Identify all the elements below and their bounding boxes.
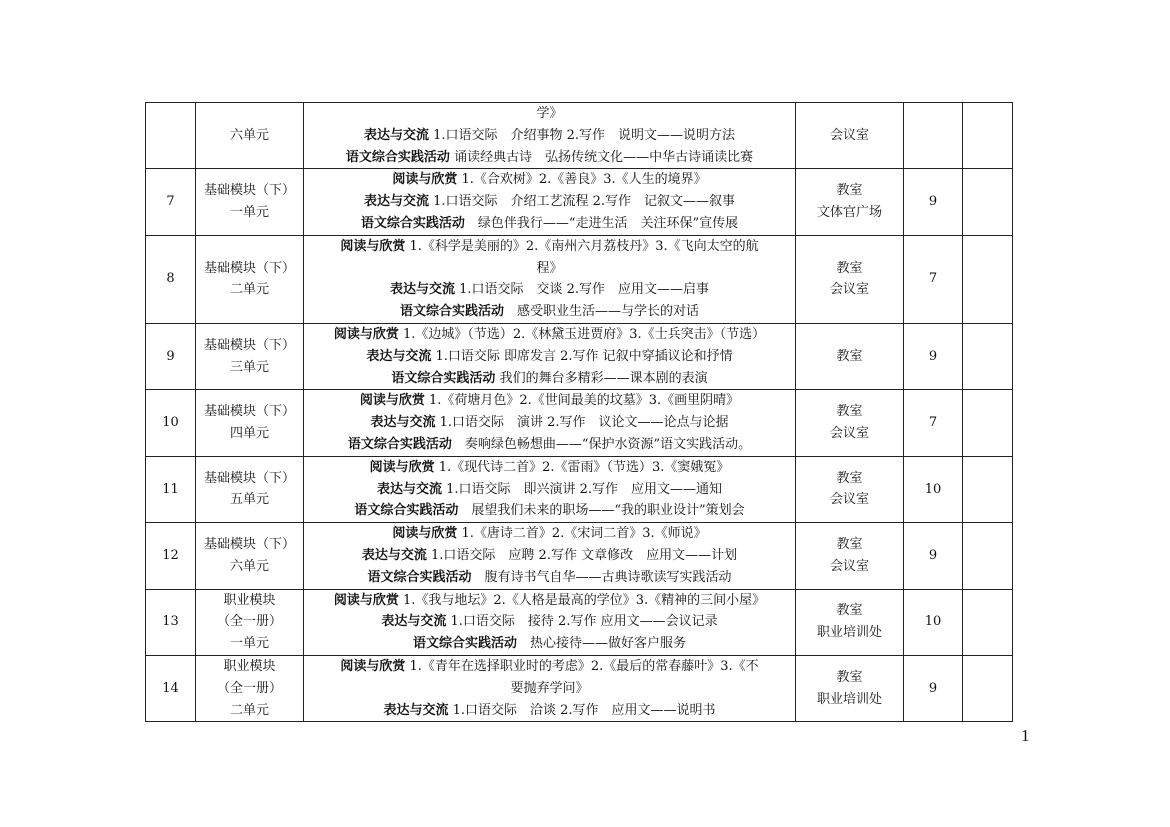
- row-number-cell: [146, 235, 196, 323]
- table-row: [146, 235, 1013, 323]
- hours-value: 10: [924, 614, 942, 630]
- section-text: 1.《唐诗二首》2.《宋词二首》3.《师说》: [457, 526, 707, 542]
- content-line: [304, 434, 795, 456]
- content-line: [304, 301, 795, 323]
- hours-value: 9: [928, 194, 938, 210]
- content-cell: [304, 655, 796, 721]
- content-line: [304, 125, 795, 147]
- unit-line: （全一册）: [216, 614, 282, 630]
- section-text: 1.《现代诗二首》2.《雷雨》（节选）3.《窦娥冤》: [434, 459, 730, 475]
- hours-value: 10: [924, 481, 942, 497]
- section-label: 表达与交流: [389, 282, 455, 298]
- notes-cell: [963, 456, 1013, 522]
- section-text: 诵读经典古诗 弘扬传统文化——中华古诗诵读比赛: [449, 149, 754, 165]
- row-number-cell: [146, 103, 196, 169]
- section-label: 阅读与欣赏: [392, 172, 458, 188]
- section-label: 语文综合实践活动: [367, 569, 472, 585]
- section-label: 阅读与欣赏: [392, 526, 458, 542]
- unit-cell: [196, 169, 304, 235]
- hours-cell: [904, 323, 963, 389]
- content-line: [304, 368, 795, 390]
- place-cell: [796, 103, 904, 169]
- section-label: 阅读与欣赏: [340, 658, 406, 674]
- place-line: 会议室: [829, 558, 869, 574]
- row-number: 7: [166, 194, 175, 210]
- unit-line: 四单元: [229, 426, 269, 442]
- section-label: 语文综合实践活动: [354, 503, 459, 519]
- section-text: 1.《科学是美丽的》2.《南州六月荔枝丹》3.《飞向太空的航: [405, 238, 759, 254]
- notes-cell: [963, 323, 1013, 389]
- place-line: 会议室: [829, 127, 869, 143]
- unit-cell: [196, 655, 304, 721]
- unit-line: 基础模块（下）: [203, 183, 295, 199]
- content-line: [304, 147, 795, 169]
- hours-value: 7: [928, 415, 938, 431]
- section-text: 程》: [536, 260, 563, 276]
- section-label: 语文综合实践活动: [360, 215, 465, 231]
- section-label: 表达与交流: [370, 415, 436, 431]
- unit-line: 基础模块（下）: [203, 537, 295, 553]
- notes-cell: [963, 655, 1013, 721]
- unit-line: 二单元: [229, 702, 269, 718]
- notes-cell: [963, 169, 1013, 235]
- place-line: 教室: [836, 603, 863, 619]
- unit-line: 职业模块: [223, 658, 276, 674]
- row-number: 10: [162, 415, 179, 431]
- unit-cell: [196, 390, 304, 456]
- section-text: 1.《我与地坛》2.《人格是最高的学位》3.《精神的三间小屋》: [398, 592, 766, 608]
- content-line: [304, 545, 795, 567]
- place-line: 教室: [836, 537, 863, 553]
- section-text: 1.口语交际 介绍事物 2.写作 说明文——说明方法: [428, 127, 736, 143]
- unit-cell: [196, 235, 304, 323]
- row-number: 14: [162, 680, 179, 696]
- place-cell: [796, 390, 904, 456]
- notes-cell: [963, 589, 1013, 655]
- unit-cell: [196, 323, 304, 389]
- section-label: 表达与交流: [363, 127, 429, 143]
- content-line: [304, 390, 795, 412]
- content-cell: [304, 235, 796, 323]
- place-line: 职业培训处: [816, 691, 882, 707]
- section-text: 1.口语交际 接待 2.写作 应用文——会议记录: [446, 614, 718, 630]
- section-text: 1.口语交际 交谈 2.写作 应用文——启事: [454, 282, 710, 298]
- place-line: 会议室: [829, 282, 869, 298]
- row-number-cell: [146, 589, 196, 655]
- place-line: 文体官广场: [816, 205, 882, 221]
- row-number: 8: [166, 271, 175, 287]
- unit-cell: [196, 523, 304, 589]
- row-number-cell: [146, 169, 196, 235]
- table-row: [146, 655, 1013, 721]
- place-line: 职业培训处: [816, 625, 882, 641]
- content-line: [304, 324, 795, 346]
- table-row: [146, 323, 1013, 389]
- section-text: 要抛弃学问》: [510, 680, 589, 696]
- row-number-cell: [146, 390, 196, 456]
- hours-value: 9: [928, 680, 938, 696]
- place-line: 会议室: [829, 492, 869, 508]
- place-cell: [796, 523, 904, 589]
- place-line: 教室: [836, 470, 863, 486]
- content-line: [304, 457, 795, 479]
- section-label: 表达与交流: [366, 348, 432, 364]
- row-number-cell: [146, 456, 196, 522]
- content-line: [304, 611, 795, 633]
- unit-line: 五单元: [229, 492, 269, 508]
- curriculum-table: [145, 102, 1013, 722]
- notes-cell: [963, 523, 1013, 589]
- section-text: 1.《青年在选择职业时的考虑》2.《最后的常春藤叶》3.《不: [405, 658, 759, 674]
- place-cell: [796, 655, 904, 721]
- hours-cell: [904, 390, 963, 456]
- section-label: 阅读与欣赏: [340, 238, 406, 254]
- row-number: 12: [162, 547, 179, 563]
- section-label: 语文综合实践活动: [412, 636, 517, 652]
- content-line: [304, 656, 795, 678]
- section-label: 语文综合实践活动: [345, 149, 450, 165]
- unit-line: 一单元: [229, 205, 269, 221]
- section-text: 1.口语交际 介绍工艺流程 2.写作 记叙文——叙事: [428, 194, 736, 210]
- place-line: 教室: [836, 348, 863, 364]
- section-label: 阅读与欣赏: [359, 393, 425, 409]
- unit-line: （全一册）: [216, 680, 282, 696]
- section-label: 语文综合实践活动: [391, 370, 496, 386]
- hours-value: 7: [928, 271, 938, 287]
- row-number: 13: [162, 614, 179, 630]
- section-text: 腹有诗书气自华——古典诗歌读写实践活动: [471, 569, 732, 585]
- row-number-cell: [146, 523, 196, 589]
- unit-cell: [196, 589, 304, 655]
- notes-cell: [963, 390, 1013, 456]
- hours-cell: [904, 523, 963, 589]
- unit-line: 一单元: [229, 636, 269, 652]
- section-label: 表达与交流: [383, 702, 449, 718]
- place-line: 教室: [836, 404, 863, 420]
- content-line: [304, 191, 795, 213]
- content-line: [304, 213, 795, 235]
- hours-cell: [904, 456, 963, 522]
- section-label: 表达与交流: [361, 547, 427, 563]
- unit-cell: [196, 103, 304, 169]
- section-label: 表达与交流: [363, 194, 429, 210]
- place-cell: [796, 235, 904, 323]
- content-line: [304, 678, 795, 700]
- hours-cell: [904, 589, 963, 655]
- content-line: [304, 169, 795, 191]
- section-label: 阅读与欣赏: [333, 592, 399, 608]
- table-row: [146, 103, 1013, 169]
- content-line: [304, 479, 795, 501]
- content-line: [304, 412, 795, 434]
- section-text: 1.口语交际 应聘 2.写作 文章修改 应用文——计划: [426, 547, 738, 563]
- unit-line: 职业模块: [223, 592, 276, 608]
- section-text: 1.《边城》（节选）2.《林黛玉进贾府》3.《士兵突击》（节选）: [398, 326, 766, 342]
- row-number: 11: [162, 481, 179, 497]
- section-label: 表达与交流: [376, 481, 442, 497]
- content-line: [304, 523, 795, 545]
- table-body: [146, 103, 1013, 722]
- section-text: 1.口语交际 即兴演讲 2.写作 应用文——通知: [441, 481, 723, 497]
- content-line: [304, 700, 795, 722]
- hours-cell: [904, 235, 963, 323]
- content-cell: [304, 523, 796, 589]
- row-number: 9: [166, 348, 175, 364]
- content-line: [304, 590, 795, 612]
- section-text: 热心接待——做好客户服务: [517, 636, 687, 652]
- table-row: [146, 523, 1013, 589]
- hours-cell: [904, 655, 963, 721]
- content-line: [304, 500, 795, 522]
- section-label: 表达与交流: [381, 614, 447, 630]
- section-text: 学》: [536, 106, 563, 121]
- content-line: [304, 103, 795, 125]
- place-line: 教室: [836, 183, 863, 199]
- hours-cell: [904, 103, 963, 169]
- table-row: [146, 456, 1013, 522]
- place-cell: [796, 456, 904, 522]
- hours-value: 9: [928, 348, 938, 364]
- content-line: [304, 567, 795, 589]
- section-text: 感受职业生活——与学长的对话: [504, 304, 700, 320]
- section-text: 1.《合欢树》2.《善良》3.《人生的境界》: [457, 172, 707, 188]
- table-row: [146, 169, 1013, 235]
- section-text: 1.口语交际 洽谈 2.写作 应用文——说明书: [448, 702, 716, 718]
- section-text: 奏响绿色畅想曲——“保护水资源”语文实践活动。: [451, 436, 752, 452]
- table-row: [146, 589, 1013, 655]
- section-label: 语文综合实践活动: [399, 304, 504, 320]
- section-text: 我们的舞台多精彩——课本剧的表演: [495, 370, 708, 386]
- place-cell: [796, 169, 904, 235]
- place-cell: [796, 589, 904, 655]
- unit-line: 基础模块（下）: [203, 260, 295, 276]
- hours-cell: [904, 169, 963, 235]
- table-row: [146, 390, 1013, 456]
- section-text: 1.口语交际 演讲 2.写作 议论文——论点与论据: [435, 415, 729, 431]
- content-cell: [304, 390, 796, 456]
- place-line: 会议室: [829, 426, 869, 442]
- unit-line: 六单元: [229, 127, 269, 143]
- row-number-cell: [146, 323, 196, 389]
- section-text: 1.《荷塘月色》2.《世间最美的坟墓》3.《画里阴晴》: [424, 393, 740, 409]
- unit-line: 基础模块（下）: [203, 404, 295, 420]
- unit-line: 三单元: [229, 359, 269, 375]
- content-cell: [304, 456, 796, 522]
- section-label: 语文综合实践活动: [347, 436, 452, 452]
- content-line: [304, 633, 795, 655]
- unit-line: 二单元: [229, 282, 269, 298]
- section-label: 阅读与欣赏: [333, 326, 399, 342]
- content-cell: [304, 169, 796, 235]
- notes-cell: [963, 235, 1013, 323]
- place-line: 教室: [836, 260, 863, 276]
- notes-cell: [963, 103, 1013, 169]
- section-text: 绿色伴我行——“走进生活 关注环保”宣传展: [464, 215, 739, 231]
- content-cell: [304, 103, 796, 169]
- section-text: 展望我们未来的职场——“我的职业设计”策划会: [458, 503, 745, 519]
- unit-cell: [196, 456, 304, 522]
- content-line: [304, 346, 795, 368]
- unit-line: 基础模块（下）: [203, 470, 295, 486]
- content-cell: [304, 589, 796, 655]
- hours-value: 9: [928, 547, 938, 563]
- row-number-cell: [146, 655, 196, 721]
- section-label: 阅读与欣赏: [369, 459, 435, 475]
- content-cell: [304, 323, 796, 389]
- place-line: 教室: [836, 669, 863, 685]
- unit-line: 基础模块（下）: [203, 337, 295, 353]
- place-cell: [796, 323, 904, 389]
- page-number: 1: [1021, 726, 1030, 745]
- content-line: [304, 279, 795, 301]
- content-line: [304, 236, 795, 258]
- unit-line: 六单元: [229, 558, 269, 574]
- content-line: [304, 258, 795, 280]
- section-text: 1.口语交际 即席发言 2.写作 记叙中穿插议论和抒情: [431, 348, 733, 364]
